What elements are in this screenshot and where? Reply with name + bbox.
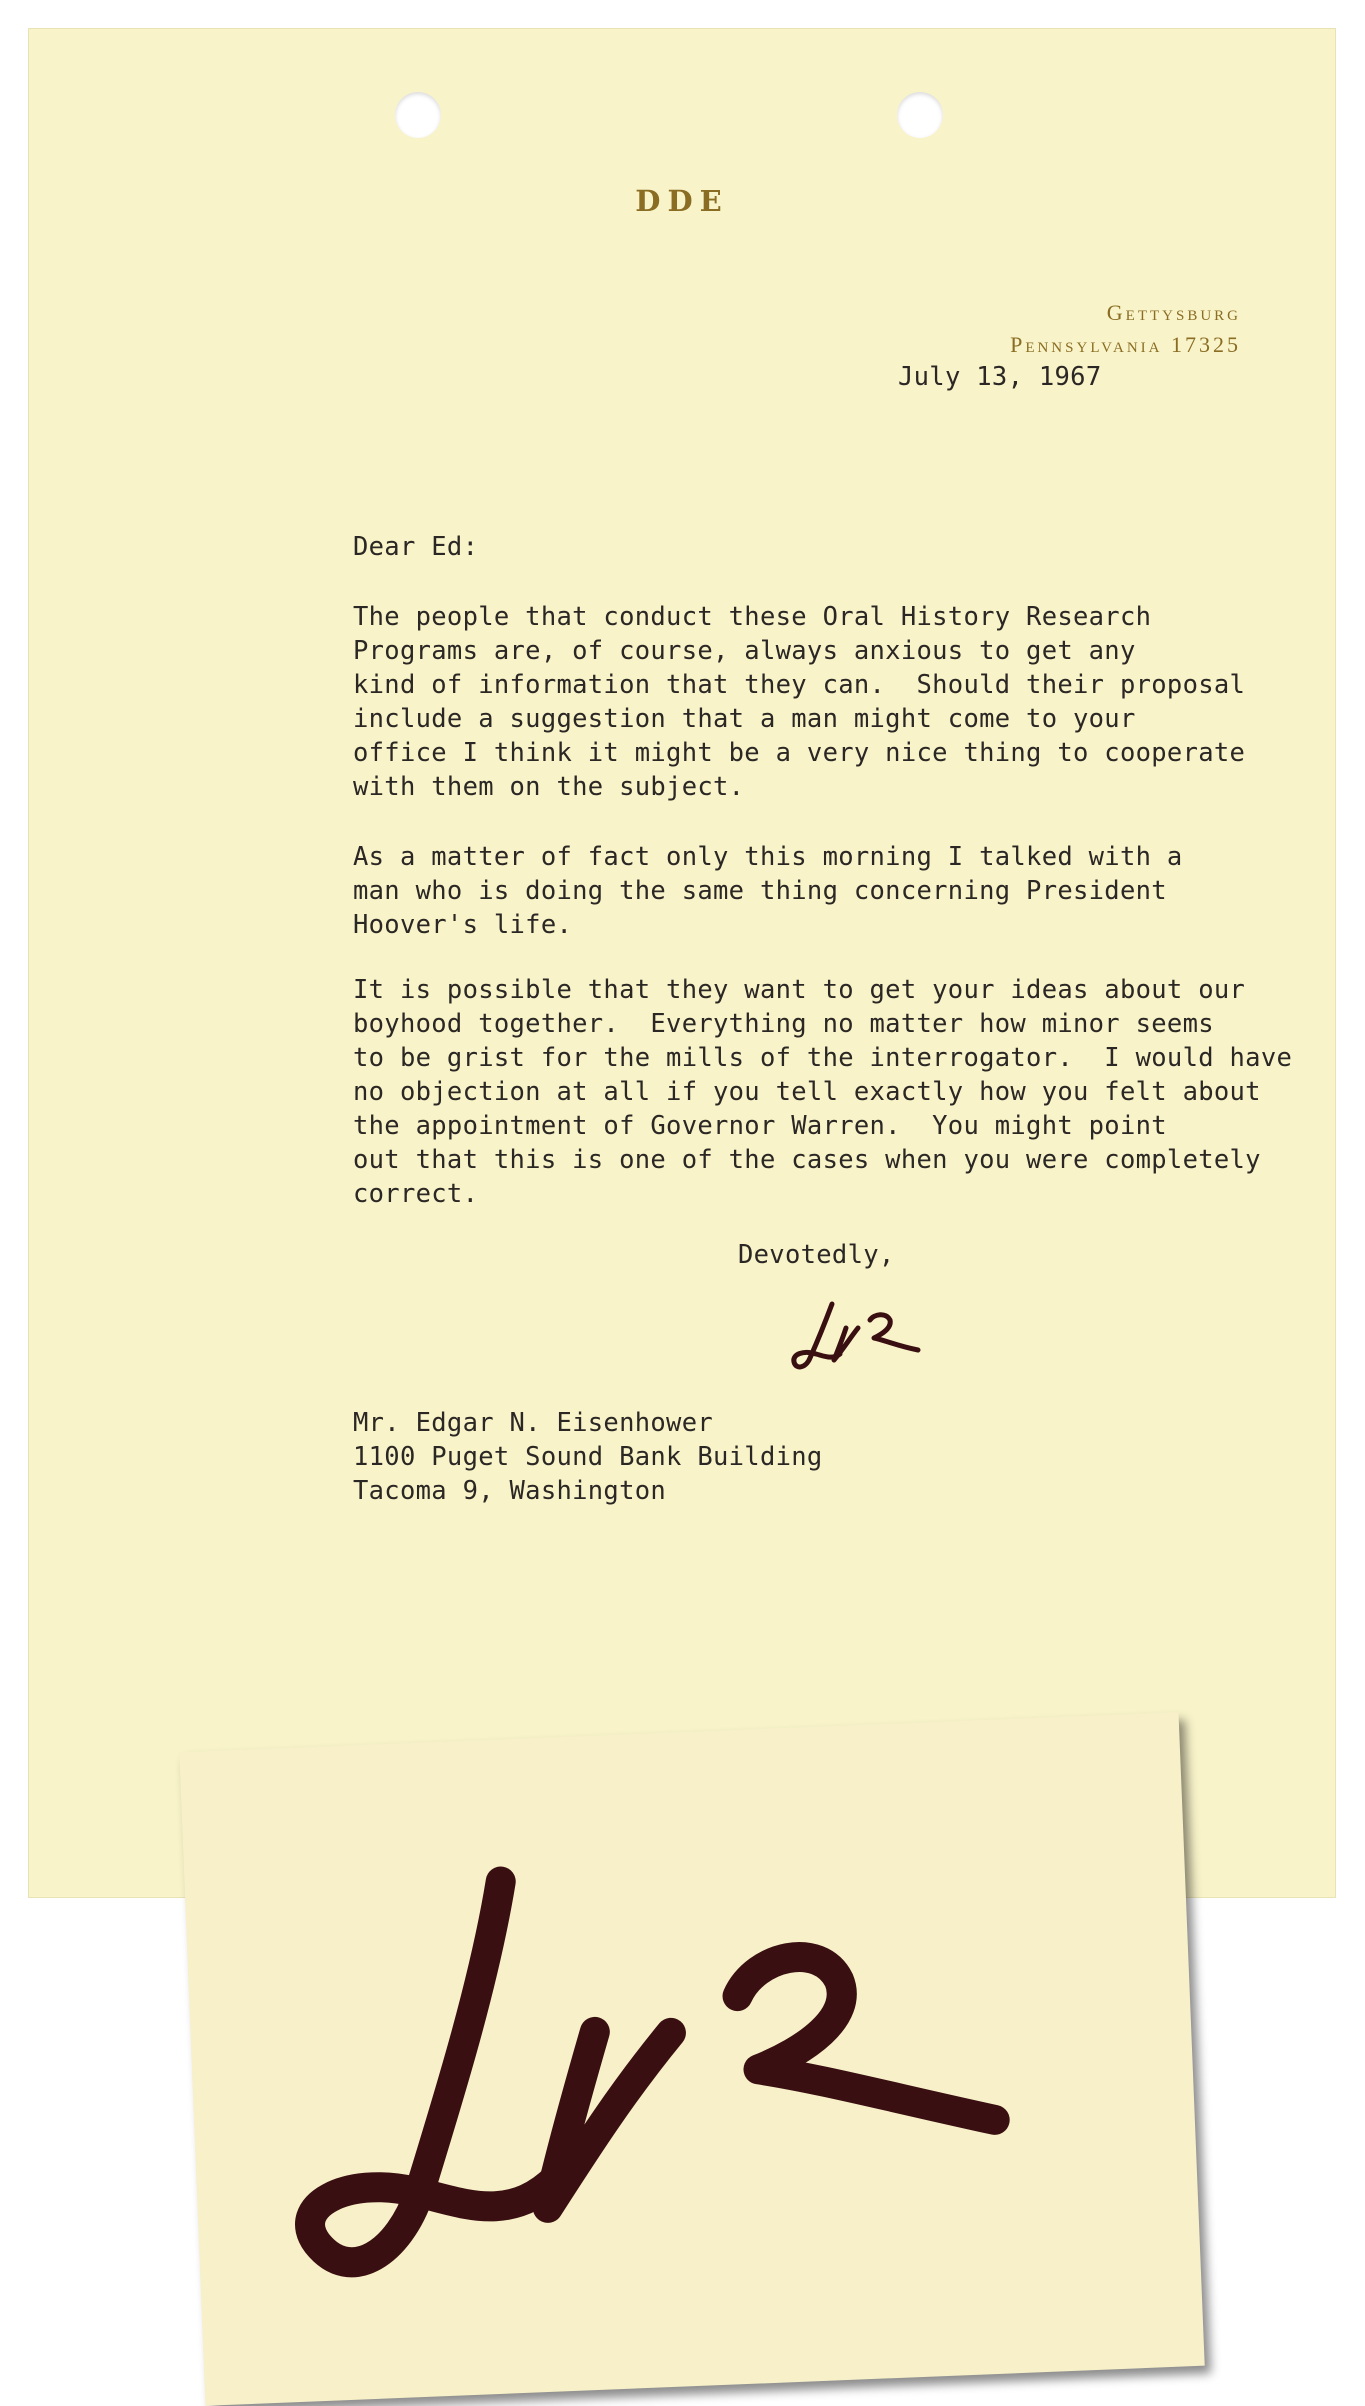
letterhead-city: Gettysburg xyxy=(1106,300,1241,325)
letter-paragraph-2: As a matter of fact only this morning I talked with a man who is doing the same thing concerning President Hoover's life. xyxy=(353,842,1183,940)
signature-enlarged xyxy=(179,1712,1204,2406)
recipient-address: Mr. Edgar N. Eisenhower 1100 Puget Sound Bank Building Tacoma 9, Washington xyxy=(353,1408,823,1506)
letter-closing: Devotedly, xyxy=(738,1240,895,1270)
letterhead-monogram: DDE xyxy=(635,184,729,218)
signature-detail-clipping xyxy=(179,1712,1204,2406)
letterhead-state-zip: Pennsylvania 17325 xyxy=(1010,332,1241,357)
letter-paragraph-1: The people that conduct these Oral History Research Programs are, of course, always anxious to get any kind of information that they can. Should their proposal include a suggestion that a man might come to your office I think it might be a very nice thing to cooperate with them on the subject. xyxy=(353,602,1246,802)
punch-hole-right xyxy=(897,92,943,138)
letter-salutation: Dear Ed: xyxy=(353,532,479,562)
letter-paragraph-3: It is possible that they want to get your ideas about our boyhood together. Everything no matter how minor seems to be grist for the mills of the interrogator. I would have no objection at all if you tell exactly how you felt about the appointment of Governor Warren. You might point out that this is one of the cases when you were completely correct. xyxy=(353,975,1293,1209)
signature-small xyxy=(788,1298,938,1378)
punch-hole-left xyxy=(395,92,441,138)
letter-sheet xyxy=(28,28,1336,1898)
letter-date: July 13, 1967 xyxy=(898,362,1102,392)
